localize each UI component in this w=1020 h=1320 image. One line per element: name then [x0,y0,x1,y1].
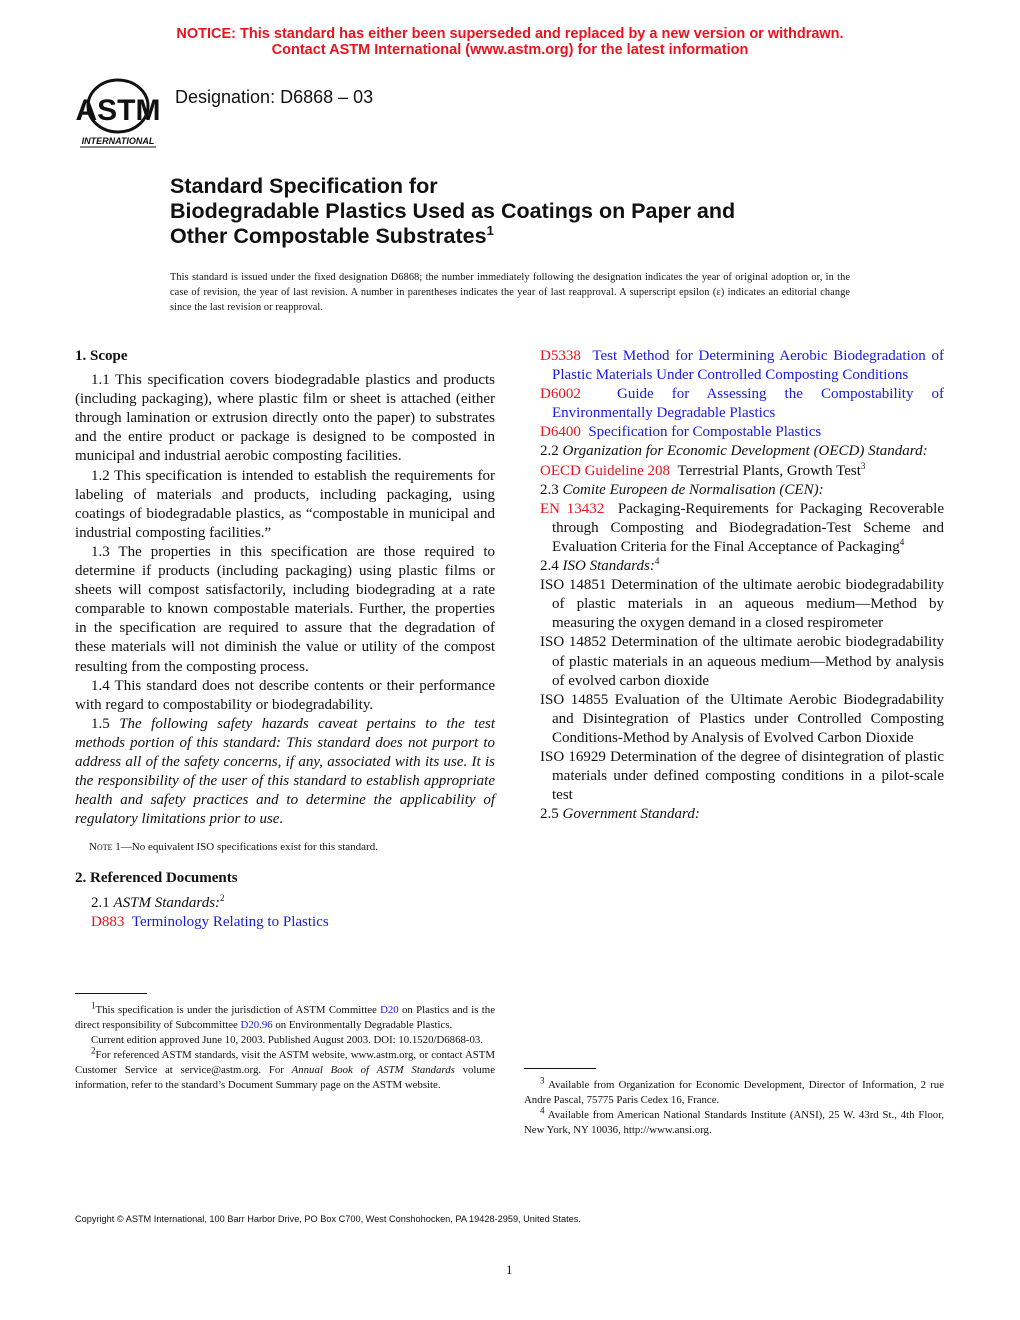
reference-iso: ISO 14852 Determination of the ultimate aerobic biodegradability of plastic materials in an aqueous medium—Method by analysis of evolved carbon dioxide [540,634,944,689]
reference-code-link[interactable]: D6002 [540,386,581,403]
title-line: Other Compostable Substrates [170,224,487,248]
reference-title-link[interactable]: Specification for Compostable Plastics [588,424,822,441]
subsection-title: Comite Europeen de Normalisation (CEN): [562,481,824,498]
footnote-text: volume information, refer to the standard’s Document Summary page on the ASTM website. [75,1064,495,1091]
subsection-title: Organization for Economic Development (OECD) Standard: [562,443,928,460]
subsection [524,481,944,500]
reference-code-link[interactable]: D6400 [540,424,581,441]
footnote-3 [524,1075,944,1108]
subsection-title: ASTM Standards: [113,894,221,911]
footnote-text: This specification is under the jurisdiction of ASTM Committee [95,1004,381,1016]
subsection [524,805,944,824]
notice-line-2: Contact ASTM International (www.astm.org) for the latest information [271,42,749,58]
page-number: 1 [506,1262,513,1277]
section-heading-scope: 1. Scope [75,348,128,364]
footnote-divider [524,1068,596,1069]
footnotes-left [75,1000,495,1093]
reference-iso: ISO 16929 Determination of the degree of disintegration of plastic materials under defined composting conditions in a pilot-scale test [540,748,944,804]
reference-code-link[interactable]: D5338 [540,348,581,364]
note-1 [89,838,495,857]
footnote-1 [75,1000,495,1033]
note-text: —No equivalent ISO specifications exist for this standard. [120,841,378,854]
edition-note: Current edition approved June 10, 2003. Published August 2003. DOI: 10.1520/D6868-03. [91,1034,483,1046]
footnote-text: Available from American National Standards Institute (ANSI), 25 W. 43rd St., 4th Floor, New York, NY 10036, http://www.ansi.org. [524,1109,944,1136]
paragraph: 1.4 This standard does not describe contents or their performance with regard to compostability or biodegradability. [75,677,495,713]
reference-title-link[interactable]: Terminology Relating to Plastics [131,913,329,930]
document-title [170,174,735,249]
reference-iso: ISO 14855 Evaluation of the Ultimate Aerobic Biodegradability and Disintegration of Plastics under Controlled Composting Conditions-Method by Analysis of Evolved Carbon Dioxide [540,691,944,746]
withdrawn-notice [0,26,1020,58]
subsection-title: ISO Standards: [562,558,655,575]
footnote-text: on Plastics and is the direct responsibility of Subcommittee [75,1004,495,1031]
title-line: Biodegradable Plastics Used as Coatings on Paper and [170,199,736,223]
svg-text:ASTM: ASTM [76,94,160,127]
designation: Designation: D6868 – 03 [175,87,374,107]
copyright: Copyright © ASTM International, 100 Barr Harbor Drive, PO Box C700, West Conshohocken, PA 19428-2959, United States. [75,1214,581,1224]
footnote-ref: 4 [899,536,905,547]
reference-title-link[interactable]: Guide for Assessing the Compostability of Environmentally Degradable Plastics [552,386,945,422]
svg-text:INTERNATIONAL: INTERNATIONAL [81,136,155,146]
committee-link[interactable]: D20 [380,1004,399,1016]
subcommittee-link[interactable]: D20.96 [240,1019,273,1031]
paragraph: 1.2 This specification is intended to establish the requirements for labeling of materials and products, including packaging, using coatings of biodegradable plastics, as “compostable in municipal and industrial composting facilities.” [75,467,495,541]
footnote-4 [524,1105,944,1138]
reference-code-link[interactable]: D883 [91,913,125,930]
subsection [75,894,495,913]
footnote-divider [75,993,147,994]
subsection-title: Government Standard: [562,806,700,823]
para-number: 1.5 [91,715,120,732]
subsection [524,442,944,461]
footnotes-right [524,1075,944,1138]
footnote-mark: 3 [540,1075,545,1086]
footnote-text: Annual Book of ASTM Standards [291,1064,455,1076]
footnote-text: on Environmentally Degradable Plastics. [272,1019,453,1031]
para-number: 2.3 [540,481,563,498]
left-column [75,347,495,932]
footnote-mark: 4 [540,1105,545,1116]
reference-oecd[interactable] [524,462,944,481]
para-number: 2.4 [540,558,563,575]
reference-d6002[interactable] [524,385,944,423]
reference-iso: ISO 14851 Determination of the ultimate aerobic biodegradability of plastic materials in an aqueous medium—Method by measuring the oxygen demand in a closed respirometer [540,577,944,632]
title-line: Standard Specification for [170,174,438,198]
para-number: 2.2 [540,443,563,460]
footnote-ref: 1 [486,222,494,238]
reference-code-link[interactable]: OECD Guideline 208 [540,462,670,479]
footnote-text: For referenced ASTM standards, visit the ASTM website, www.astm.org, or contact ASTM Customer Service at service@astm.org. For [75,1049,495,1076]
para-number: 2.1 [91,894,114,911]
reference-d5338[interactable] [524,347,944,385]
caveat-text: The following safety hazards caveat pertains to the test methods portion of this standard: This standard does not purport to address all of the safety concerns, if any, associated with its use. It is the responsibility of the user of this standard to establish appropriate health and safety practices and to determine the applicability of regulatory limitations prior to use. [75,715,496,828]
astm-logo [76,76,160,148]
reference-d6400[interactable] [524,423,944,442]
reference-title-link[interactable]: Test Method for Determining Aerobic Biodegradation of Plastic Materials Under Controlled Composting Conditions [552,348,945,384]
footnote-text: Available from Organization for Economic Development, Director of Information, 2 rue Andre Pascal, 75775 Paris Cedex 16, France. [524,1079,944,1106]
paragraph: 1.1 This specification covers biodegradable plastics and products (including packaging), where plastic film or sheet is attached (either through lamination or extrusion directly onto the paper) to substrates and the entire product or package is designed to be composted in municipal and industrial aerobic composting facilities. [75,372,495,465]
reference-code-link[interactable]: EN 13432 [540,500,605,517]
safety-caveat [75,715,495,830]
reference-title: Packaging-Requirements for Packaging Recoverable through Composting and Biodegradation-Test Scheme and Evaluation Criteria for the Final Acceptance of Packaging [552,500,944,555]
para-number: 2.5 [540,806,563,823]
paragraph: 1.3 The properties in this specification are those required to determine if products (including packaging) using plastic films or sheets will compost satisfactorily, including biodegrading at a rate comparable to known compostable materials. Further, the properties in the specification are required to assure that the degradation of these materials will not diminish the value or utility of the compost resulting from the composting process. [75,543,495,675]
note-label: Note 1 [89,841,121,854]
footnote-ref: 2 [220,892,225,903]
footnote-ref: 3 [860,460,866,471]
footnote-mark: 2 [91,1045,96,1056]
reference-en13432[interactable] [524,500,944,557]
subsection [524,557,944,576]
reference-title: Terrestrial Plants, Growth Test [677,462,861,479]
reference-d883[interactable] [75,913,495,932]
footnote-2 [75,1045,495,1093]
footnote-ref: 4 [654,556,660,567]
right-column [524,347,944,824]
footnote-mark: 1 [91,1000,96,1011]
issuance-note: This standard is issued under the fixed designation D6868; the number immediately following the designation indicates the year of original adoption or, in the case of revision, the year of last revision. A number in parentheses indicates the year of last reapproval. A superscript epsilon (ε) indicates an editorial change since the last revision or reapproval. [170,272,850,313]
notice-line-1: NOTICE: This standard has either been superseded and replaced by a new version or withdrawn. [176,26,844,42]
section-heading-referenced-documents: 2. Referenced Documents [75,870,238,887]
